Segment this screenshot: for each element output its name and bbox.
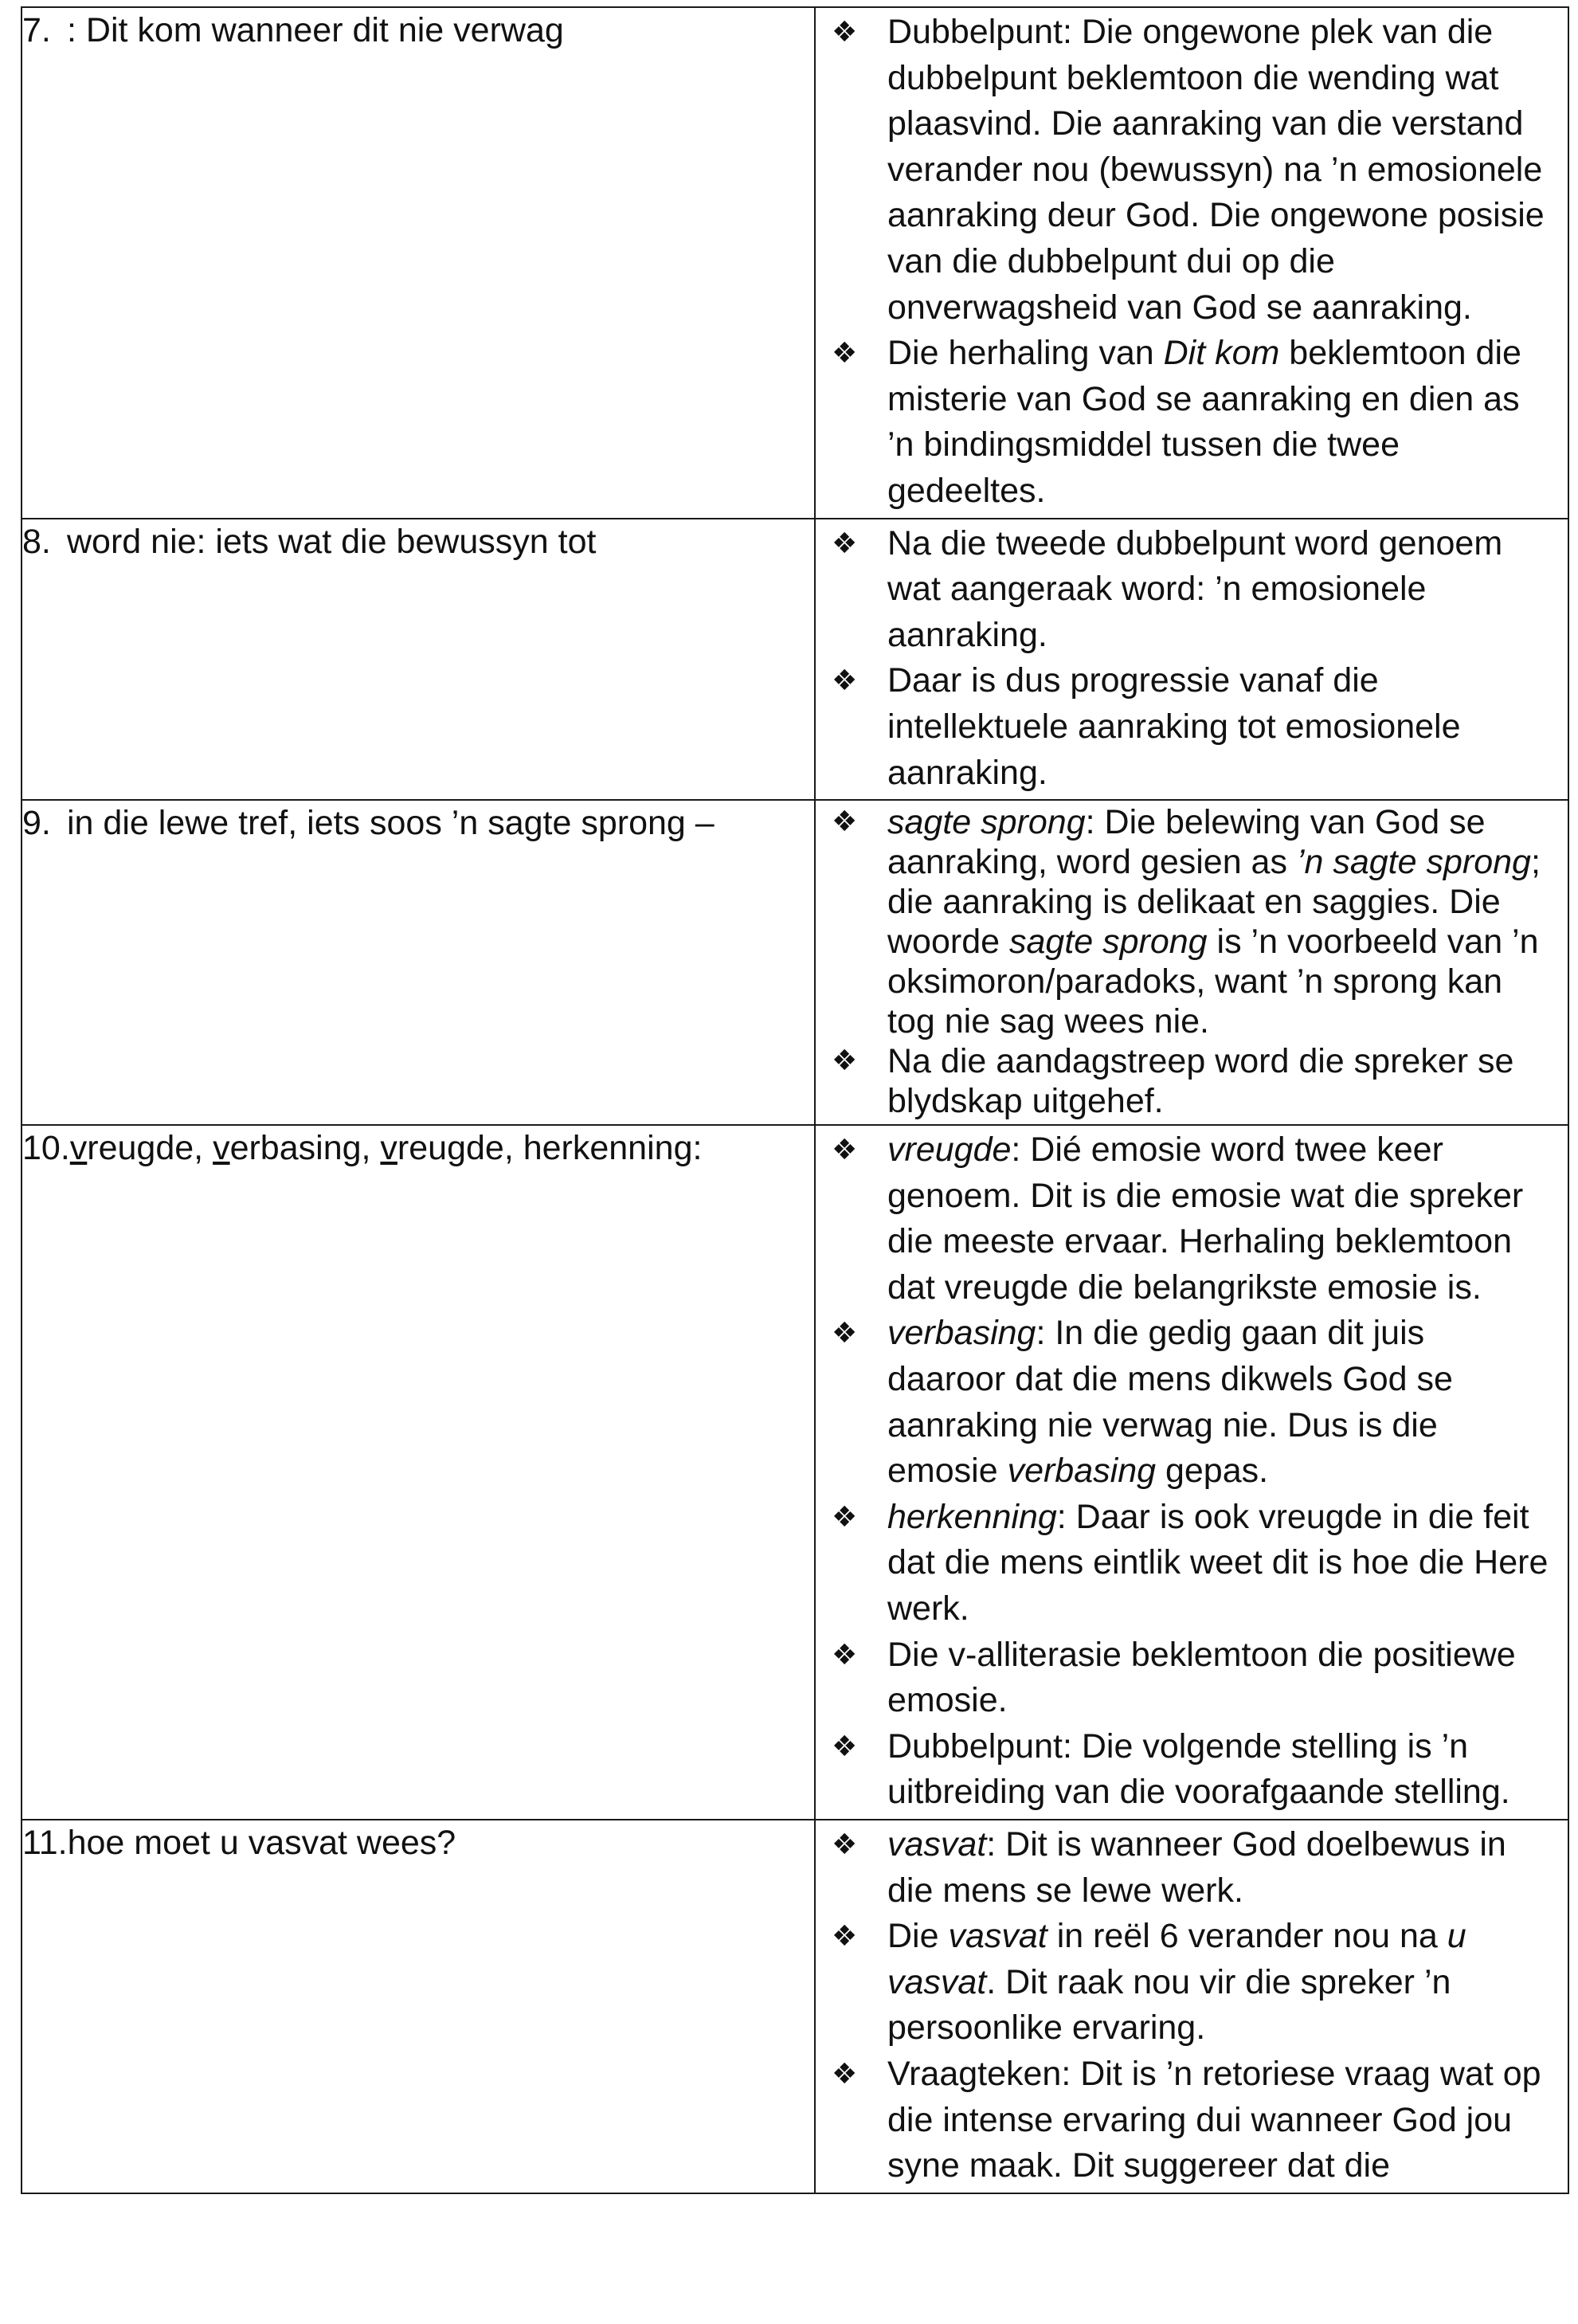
commentary-item xyxy=(832,2052,1550,2189)
commentary-item xyxy=(832,1724,1550,1816)
commentary-text: : Die belewing van God se aanraking, word gesien as xyxy=(887,803,1486,882)
commentary-list xyxy=(816,519,1568,800)
diamond-bullet-icon: ❖ xyxy=(832,16,858,49)
diamond-bullet-icon: ❖ xyxy=(832,664,858,698)
commentary-cell xyxy=(815,7,1568,519)
commentary-text: in reël 6 verander nou na xyxy=(1047,1917,1447,1956)
commentary-list xyxy=(816,1126,1568,1819)
emphasis-term: Dit kom xyxy=(1163,334,1280,373)
diamond-bullet-icon: ❖ xyxy=(832,527,858,560)
commentary-item xyxy=(832,1495,1550,1632)
diamond-bullet-icon: ❖ xyxy=(832,1638,858,1671)
commentary-list xyxy=(816,8,1568,518)
diamond-bullet-icon: ❖ xyxy=(832,1317,858,1350)
commentary-text: beklemtoon die misterie van God se aanraking en dien as ’n bindingsmiddel tussen die twee gedeeltes. xyxy=(887,334,1521,510)
commentary-text: Vraagteken: Dit is ’n retoriese vraag wat op die intense ervaring dui wanneer God jou syne maak. Dit suggereer dat die xyxy=(887,2054,1541,2185)
commentary-cell xyxy=(815,1125,1568,1820)
table-row xyxy=(22,800,1568,1125)
commentary-text: gepas. xyxy=(1156,1452,1269,1491)
emphasis-term: vasvat xyxy=(887,1825,987,1864)
poem-analysis-table xyxy=(21,6,1569,2194)
commentary-item xyxy=(832,1311,1550,1494)
line-segment: reugde, herkenning: xyxy=(397,1129,703,1168)
commentary-text: Na die aandagstreep word die spreker se blydskap uitgehef. xyxy=(887,1042,1514,1121)
commentary-item xyxy=(832,521,1550,659)
emphasis-term: sagte sprong xyxy=(1008,923,1208,962)
line-segment: erbasing, xyxy=(229,1129,381,1168)
underlined-letter: v xyxy=(69,1129,88,1168)
poem-line-cell xyxy=(22,519,815,801)
poem-line-cell xyxy=(22,800,815,1125)
line-number: 10. xyxy=(22,1129,70,1168)
commentary-item xyxy=(832,658,1550,796)
commentary-list xyxy=(816,801,1568,1124)
commentary-text: is ’n voorbeeld van ’n oksimoron/paradoks, want ’n sprong kan tog nie sag wees nie. xyxy=(887,923,1539,1041)
emphasis-term: vasvat xyxy=(948,1917,1047,1956)
commentary-item xyxy=(832,331,1550,514)
poem-line-text: hoe moet u vasvat wees? xyxy=(67,1824,456,1862)
commentary-text: Na die tweede dubbelpunt word genoem wat aangeraak word: ’n emosionele aanraking. xyxy=(887,523,1503,654)
poem-line-cell xyxy=(22,1125,815,1820)
emphasis-term: verbasing xyxy=(887,1314,1036,1353)
commentary-item xyxy=(832,1822,1550,1914)
table-body xyxy=(22,7,1568,2193)
emphasis-term: herkenning xyxy=(887,1497,1057,1536)
poem-line-cell xyxy=(22,7,815,519)
poem-line-cell xyxy=(22,1820,815,2193)
commentary-text: . Dit raak nou vir die spreker ’n persoonlike ervaring. xyxy=(887,1962,1451,2048)
commentary-text: Die herhaling van xyxy=(887,334,1164,373)
table-row xyxy=(22,7,1568,519)
commentary-item xyxy=(832,1632,1550,1724)
diamond-bullet-icon: ❖ xyxy=(832,337,858,370)
commentary-text: Dubbelpunt: Die ongewone plek van die dubbelpunt beklemtoon die wending wat plaasvind. Die aanraking van die verstand verander nou (bewussyn) na ’n emosionele aanraking deur God. Die ongewone posisie van die dubbelpunt dui op die onverwagsheid van God se aanraking. xyxy=(887,13,1545,327)
table-row xyxy=(22,1820,1568,2193)
poem-line-text: in die lewe tref, iets soos ’n sagte sprong – xyxy=(67,804,715,843)
commentary-text: ; die aanraking is delikaat en saggies. Die woorde xyxy=(887,843,1541,962)
line-number: 7. xyxy=(22,11,51,49)
commentary-text: Daar is dus progressie vanaf die intellektuele aanraking tot emosionele aanraking. xyxy=(887,661,1461,792)
diamond-bullet-icon: ❖ xyxy=(832,1730,858,1763)
poem-line-text: word nie: iets wat die bewussyn tot xyxy=(67,522,597,561)
commentary-item xyxy=(832,10,1550,331)
diamond-bullet-icon: ❖ xyxy=(832,1134,858,1167)
commentary-cell xyxy=(815,1820,1568,2193)
diamond-bullet-icon: ❖ xyxy=(832,805,858,839)
commentary-item xyxy=(832,1914,1550,2052)
line-number: 9. xyxy=(22,804,51,843)
emphasis-term: u vasvat xyxy=(887,1917,1466,2001)
commentary-text: Die v-alliterasie beklemtoon die positiewe emosie. xyxy=(887,1635,1516,1720)
commentary-cell xyxy=(815,800,1568,1125)
poem-line-text xyxy=(70,1129,703,1167)
emphasis-term: verbasing xyxy=(1007,1452,1157,1491)
commentary-item xyxy=(832,802,1550,1041)
line-number: 11. xyxy=(22,1824,68,1862)
commentary-cell xyxy=(815,519,1568,801)
underlined-letter: v xyxy=(213,1129,230,1168)
line-number: 8. xyxy=(22,522,51,561)
diamond-bullet-icon: ❖ xyxy=(832,2057,858,2091)
commentary-text: : In die gedig gaan dit juis daaroor dat die mens dikwels God se aanraking nie verwag nie. Dus is die emosie xyxy=(887,1314,1453,1491)
table-row xyxy=(22,1125,1568,1820)
emphasis-term: vreugde xyxy=(887,1131,1012,1170)
underlined-letter: v xyxy=(380,1129,397,1168)
poem-line-text: : Dit kom wanneer dit nie verwag xyxy=(67,11,564,49)
diamond-bullet-icon: ❖ xyxy=(832,1920,858,1954)
diamond-bullet-icon: ❖ xyxy=(832,1500,858,1534)
commentary-item xyxy=(832,1041,1550,1121)
emphasis-term: ’n sagte sprong xyxy=(1296,843,1531,882)
commentary-text: : Dit is wanneer God doelbewus in die mens se lewe werk. xyxy=(887,1825,1506,1910)
commentary-item xyxy=(832,1127,1550,1311)
table-row xyxy=(22,519,1568,801)
commentary-list xyxy=(816,1820,1568,2193)
diamond-bullet-icon: ❖ xyxy=(832,1044,858,1078)
emphasis-term: sagte sprong xyxy=(887,803,1086,842)
commentary-text: Die xyxy=(887,1917,949,1956)
diamond-bullet-icon: ❖ xyxy=(832,1828,858,1861)
commentary-text: : Dié emosie word twee keer genoem. Dit is die emosie wat die spreker die meeste ervaar. Herhaling beklemtoon dat vreugde die belangrikste emosie is. xyxy=(887,1131,1524,1307)
line-segment: reugde, xyxy=(87,1129,213,1168)
commentary-text: Dubbelpunt: Die volgende stelling is ’n uitbreiding van die voorafgaande stelling. xyxy=(887,1726,1510,1812)
commentary-text: : Daar is ook vreugde in die feit dat die mens eintlik weet dit is hoe die Here werk. xyxy=(887,1497,1549,1628)
